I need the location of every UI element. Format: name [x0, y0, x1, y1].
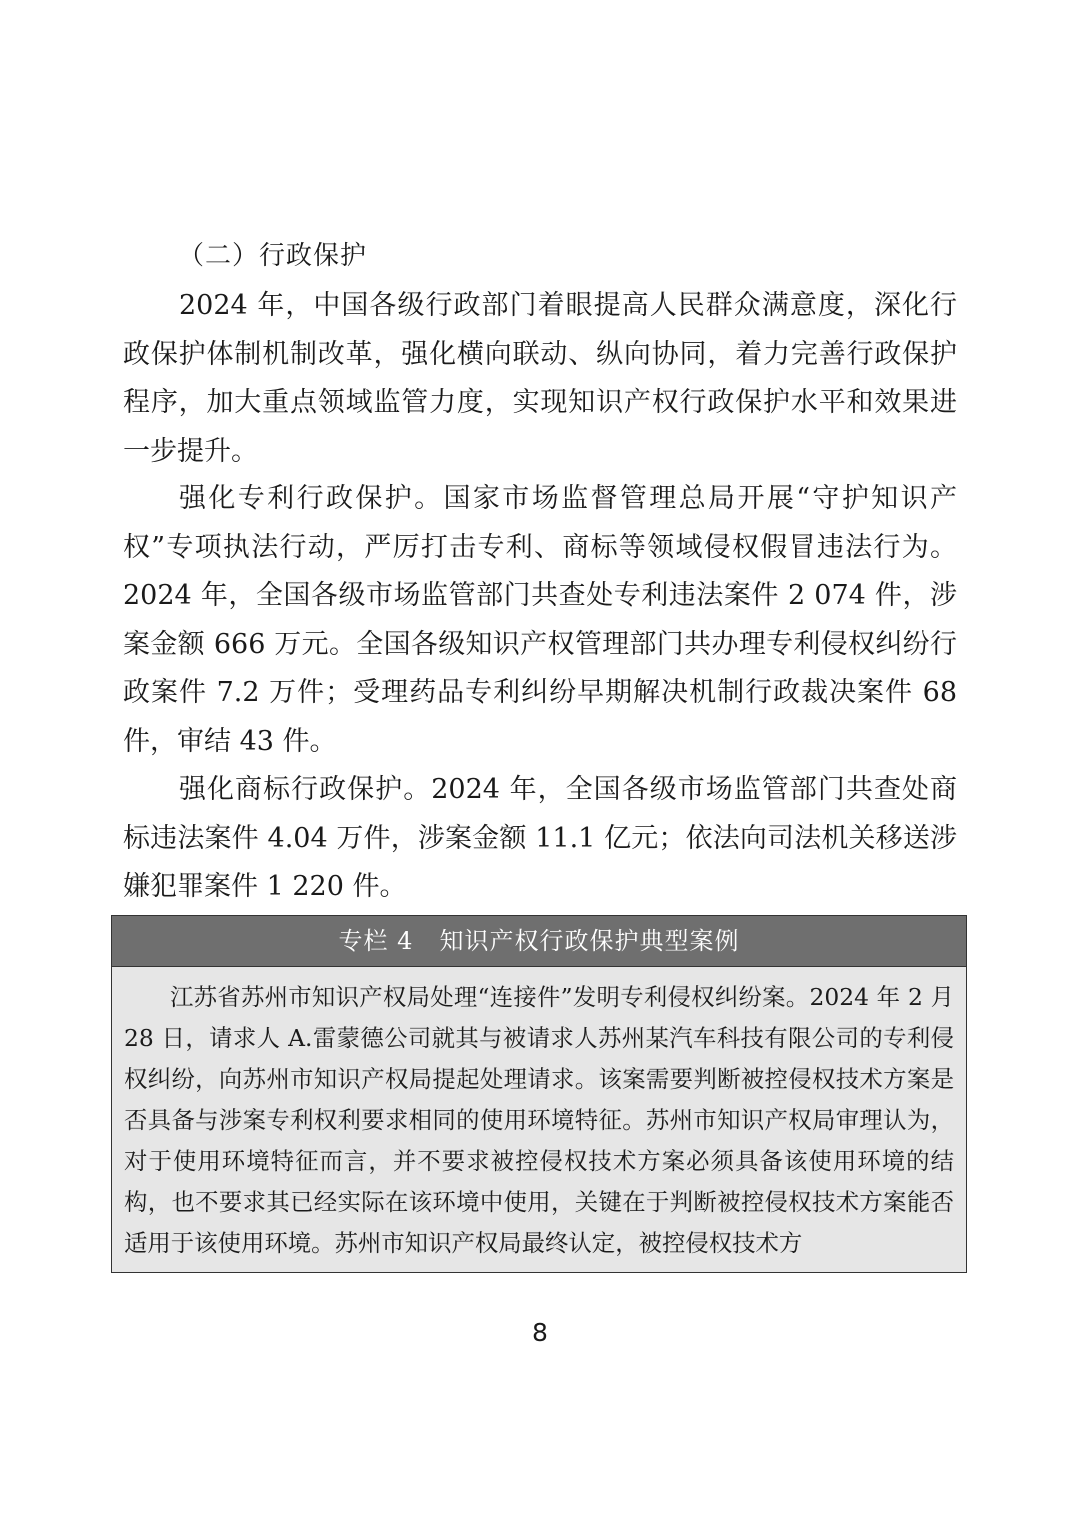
page-number: 8 [532, 1318, 548, 1347]
column-box-typical-cases [111, 915, 967, 1273]
column-box-title: 知识产权行政保护典型案例 [439, 927, 740, 955]
column-box-label: 专栏 4 [338, 927, 414, 955]
paragraph-administrative-protection-overview: 2024 年，中国各级行政部门着眼提高人民群众满意度，深化行政保护体制机制改革，强化横向联动、纵向协同，着力完善行政保护程序，加大重点领域监管力度，实现知识产权行政保护水平和效果进一步提升。 [123, 290, 957, 467]
column-box-case-text: 江苏省苏州市知识产权局处理“连接件”发明专利侵权纠纷案。2024 年 2 月 28 日，请求人 A.雷蒙德公司就其与被请求人苏州某汽车科技有限公司的专利侵权纠纷，向苏州市知识产权局提起处理请求。该案需要判断被控侵权技术方案是否具备与涉案专利权利要求相同的使用环境特征。苏州市知识产权局审理认为，对于使用环境特征而言，并不要求被控侵权技术方案必须具备该使用环境的结构，也不要求其已经实际在该环境中使用，关键在于判断被控侵权技术方案能否适用于该使用环境。苏州市知识产权局最终认定，被控侵权技术方 [124, 983, 954, 1257]
column-box-header [112, 916, 966, 967]
paragraph-trademark-administrative-protection: 强化商标行政保护。2024 年，全国各级市场监管部门共查处商标违法案件 4.04 万件，涉案金额 11.1 亿元；依法向司法机关移送涉嫌犯罪案件 1 220 件。 [123, 774, 957, 902]
paragraph-patent-administrative-protection: 强化专利行政保护。国家市场监督管理总局开展“守护知识产权”专项执法行动，严厉打击专利、商标等领域侵权假冒违法行为。2024 年，全国各级市场监管部门共查处专利违法案件 2 074 件，涉案金额 666 万元。全国各级知识产权管理部门共办理专利侵权纠纷行政案件 7.2 万件；受理药品专利纠纷早期解决机制行政裁决案件 68 件，审结 43 件。 [123, 483, 957, 757]
section-heading: （二）行政保护 [178, 241, 368, 271]
